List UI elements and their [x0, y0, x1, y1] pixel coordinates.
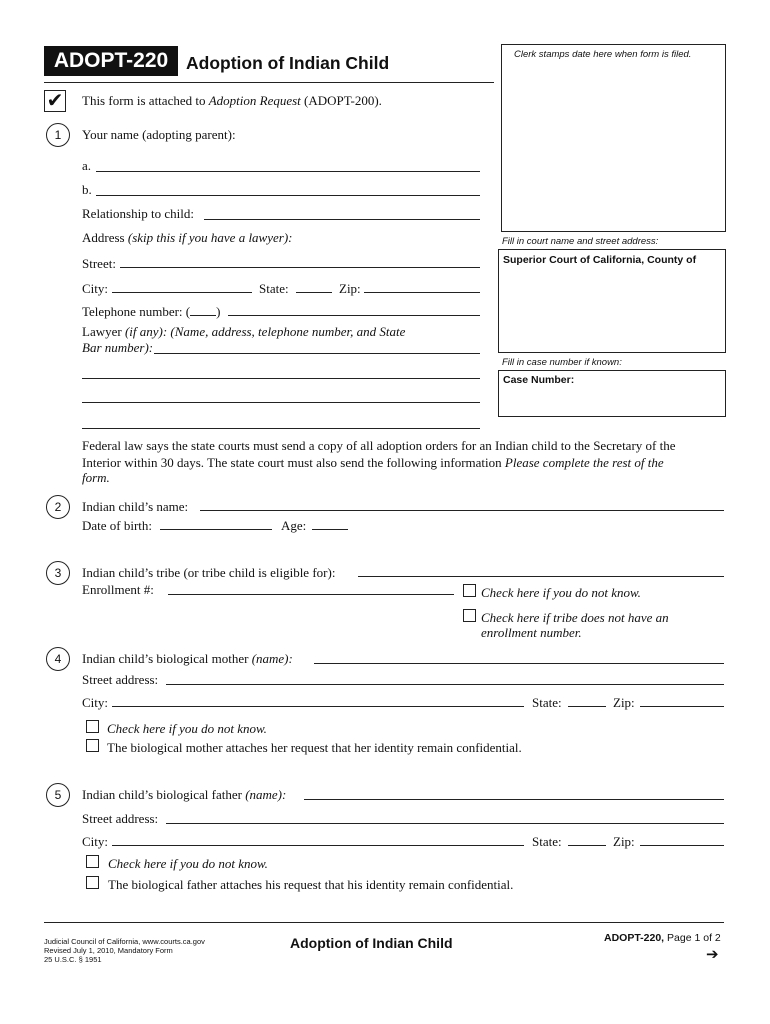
lawyer-input-4[interactable]	[82, 428, 480, 429]
street-input[interactable]	[120, 267, 480, 268]
lawyer-label-2: Bar number):	[82, 340, 154, 355]
lawyer-input-2[interactable]	[82, 378, 480, 379]
parent-b-label: b.	[82, 182, 92, 197]
telephone-input[interactable]	[228, 315, 480, 316]
section-3-number: 3	[46, 561, 70, 585]
father-zip-label: Zip:	[613, 834, 635, 849]
attached-statement: This form is attached to Adoption Request (ADOPT-200).	[82, 93, 382, 108]
mother-unknown-label: Check here if you do not know.	[107, 721, 267, 736]
city-label: City:	[82, 281, 109, 296]
telephone-label: Telephone number: ( )	[82, 304, 221, 319]
father-zip-input[interactable]	[640, 845, 724, 846]
no-enrollment-number-checkbox[interactable]	[463, 609, 476, 622]
tribe-label: Indian child’s tribe (or tribe child is eligible for):	[82, 565, 336, 580]
street-label: Street:	[82, 256, 116, 271]
father-street-label: Street address:	[82, 811, 159, 826]
mother-name-label: Indian child’s biological mother (name):	[82, 651, 293, 666]
father-confidential-checkbox[interactable]	[86, 876, 99, 889]
federal-notice-line-2: Interior within 30 days. The state court must also send the following information Please complete the rest of the	[82, 455, 664, 470]
mother-street-input[interactable]	[166, 684, 724, 685]
father-unknown-checkbox[interactable]	[86, 855, 99, 868]
zip-label: Zip:	[339, 281, 361, 296]
father-name-label: Indian child’s biological father (name):	[82, 787, 287, 802]
footer-usc: 25 U.S.C. § 1951	[44, 955, 102, 964]
header-rule	[44, 82, 494, 83]
father-state-input[interactable]	[568, 845, 606, 846]
lawyer-input-1[interactable]	[154, 353, 480, 354]
city-input[interactable]	[112, 292, 252, 293]
dob-label: Date of birth:	[82, 518, 153, 533]
tribe-unknown-checkbox[interactable]	[463, 584, 476, 597]
mother-zip-label: Zip:	[613, 695, 635, 710]
father-state-label: State:	[532, 834, 562, 849]
tribe-unknown-label: Check here if you do not know.	[481, 585, 641, 600]
footer-rule	[44, 922, 724, 923]
mother-unknown-checkbox[interactable]	[86, 720, 99, 733]
father-confidential-label: The biological father attaches his request that his identity remain confidential.	[108, 877, 514, 892]
section-5-number: 5	[46, 783, 70, 807]
federal-notice-line-1: Federal law says the state courts must send a copy of all adoption orders for an Indian child to the Secretary of the	[82, 438, 676, 453]
footer-title: Adoption of Indian Child	[290, 935, 453, 951]
federal-notice-line-3: form.	[82, 470, 110, 485]
adopting-parent-label: Your name (adopting parent):	[82, 127, 236, 142]
tribe-input[interactable]	[358, 576, 724, 577]
court-name-label: Superior Court of California, County of	[503, 254, 697, 266]
parent-b-input[interactable]	[96, 195, 480, 196]
case-number-box[interactable]	[498, 370, 726, 417]
mother-street-label: Street address:	[82, 672, 159, 687]
section-1-number: 1	[46, 123, 70, 147]
dob-input[interactable]	[160, 529, 272, 530]
child-name-label: Indian child’s name:	[82, 499, 189, 514]
mother-city-label: City:	[82, 695, 109, 710]
father-street-input[interactable]	[166, 823, 724, 824]
form-code-badge: ADOPT-220	[44, 46, 178, 76]
no-enrollment-label-2: enrollment number.	[481, 625, 582, 640]
state-label: State:	[259, 281, 289, 296]
parent-a-label: a.	[82, 158, 92, 173]
mother-city-input[interactable]	[112, 706, 524, 707]
court-fill-label: Fill in court name and street address:	[502, 236, 659, 247]
mother-zip-input[interactable]	[640, 706, 724, 707]
form-title: Adoption of Indian Child	[186, 53, 390, 73]
attached-checkbox[interactable]: ✔	[44, 90, 66, 112]
parent-a-input[interactable]	[96, 171, 480, 172]
footer-revised: Revised July 1, 2010, Mandatory Form	[44, 946, 173, 955]
clerk-stamp-label: Clerk stamps date here when form is filed.	[514, 49, 692, 60]
enrollment-input[interactable]	[168, 594, 454, 595]
zip-input[interactable]	[364, 292, 480, 293]
age-input[interactable]	[312, 529, 348, 530]
court-name-box[interactable]	[498, 249, 726, 353]
mother-confidential-checkbox[interactable]	[86, 739, 99, 752]
section-4-number: 4	[46, 647, 70, 671]
clerk-stamp-box	[501, 44, 726, 232]
section-2-number: 2	[46, 495, 70, 519]
mother-name-input[interactable]	[314, 663, 724, 664]
mother-confidential-label: The biological mother attaches her request that her identity remain confidential.	[107, 740, 522, 755]
case-number-label: Case Number:	[503, 374, 575, 386]
father-city-input[interactable]	[112, 845, 524, 846]
enrollment-label: Enrollment #:	[82, 582, 154, 597]
next-page-arrow-icon[interactable]: ➔	[706, 945, 719, 963]
footer-council: Judicial Council of California, www.courts.ca.gov	[44, 937, 205, 946]
child-name-input[interactable]	[200, 510, 724, 511]
father-name-input[interactable]	[304, 799, 724, 800]
mother-state-label: State:	[532, 695, 562, 710]
age-label: Age:	[281, 518, 307, 533]
state-input[interactable]	[296, 292, 332, 293]
lawyer-input-3[interactable]	[82, 402, 480, 403]
no-enrollment-label-1: Check here if tribe does not have an	[481, 610, 669, 625]
case-fill-label: Fill in case number if known:	[502, 357, 622, 368]
father-city-label: City:	[82, 834, 109, 849]
lawyer-label: Lawyer (if any): (Name, address, telephone number, and State	[82, 324, 406, 339]
mother-state-input[interactable]	[568, 706, 606, 707]
relationship-input[interactable]	[204, 219, 480, 220]
address-label: Address (skip this if you have a lawyer):	[82, 230, 293, 245]
father-unknown-label: Check here if you do not know.	[108, 856, 268, 871]
footer-page-info: ADOPT-220, Page 1 of 2	[604, 932, 721, 944]
relationship-label: Relationship to child:	[82, 206, 194, 221]
